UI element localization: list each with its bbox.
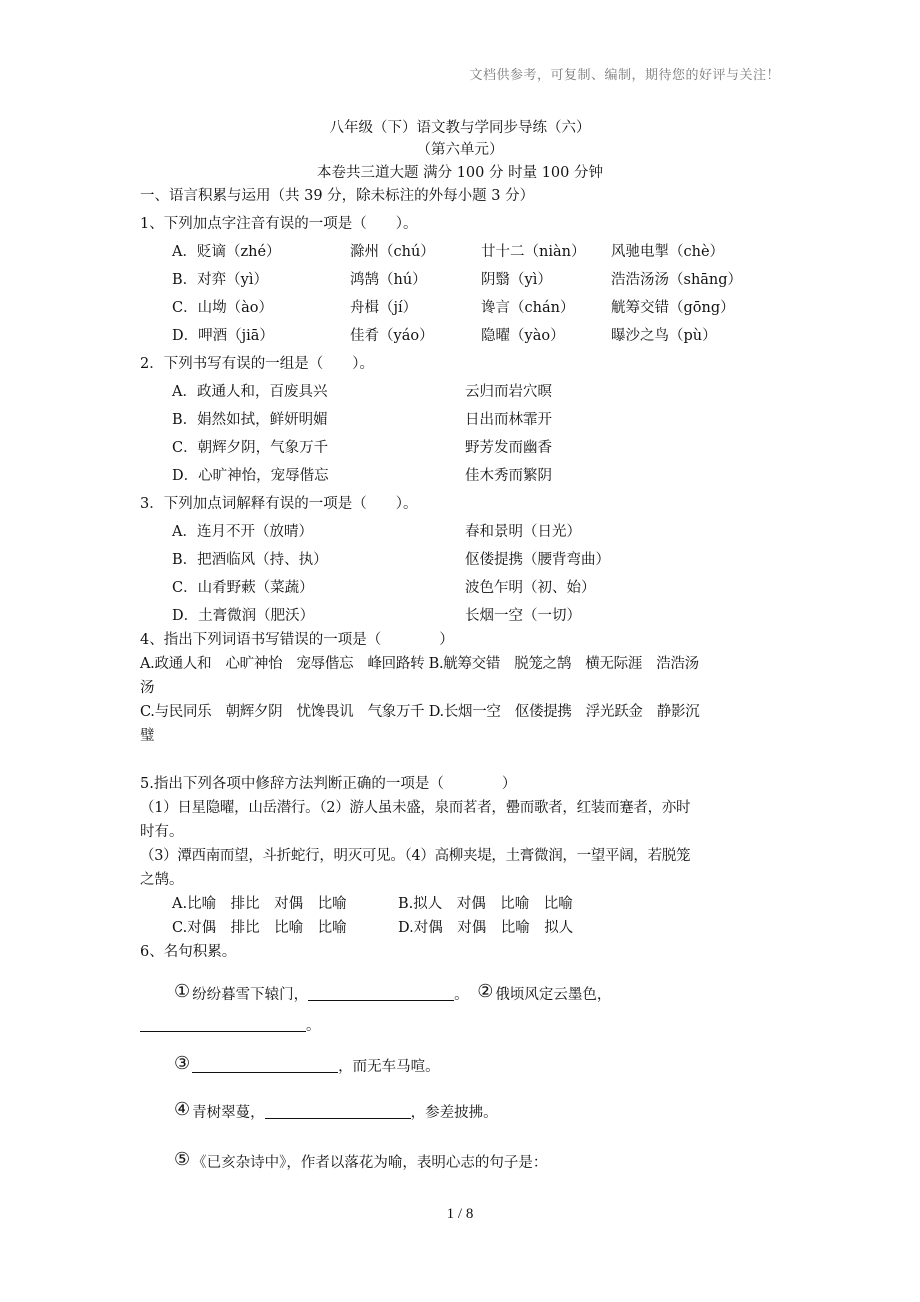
q5-line: （3）潭西南而望，斗折蛇行，明灭可见。（4）高柳夹堤，土膏微润，一望平阔，若脱笼: [140, 848, 691, 864]
q1-option: 浩浩汤汤（shāng）: [611, 272, 743, 288]
q6-item-4: [174, 1100, 498, 1123]
q3-option: B．把酒临风（持、执）: [172, 552, 328, 568]
answer-blank[interactable]: [140, 1017, 306, 1032]
q5-stem: 5.指出下列各项中修辞方法判断正确的一项是（ ）: [140, 776, 517, 792]
q6-item-4-end: ，参差披拂。: [410, 1105, 498, 1121]
circled-number-1: ①: [174, 981, 191, 1002]
q5-line: 之鹄。: [140, 872, 184, 888]
doc-title: 八年级（下）语文教与学同步导练（六）: [329, 120, 591, 136]
q6-item-2-text: 俄顷风定云墨色，: [495, 987, 612, 1003]
q6-item-1-end: 。: [454, 987, 469, 1003]
q3-option: 春和景明（日光）: [465, 524, 581, 540]
circled-number-2: ②: [477, 981, 494, 1002]
q2-option: 佳木秀而繁阴: [465, 468, 552, 484]
q3-option: 长烟一空（一切）: [465, 608, 581, 624]
q6-item-2-end: 。: [306, 1018, 321, 1034]
q1-option: 曝沙之鸟（pù）: [611, 328, 717, 344]
q5-line: 时有。: [140, 824, 184, 840]
q4-line: 汤: [140, 680, 155, 696]
q1-option: 隐曜（yào）: [481, 328, 565, 344]
q6-item-5: [174, 1150, 547, 1173]
page-number: 1 / 8: [446, 1206, 474, 1222]
q1-option: D．呷酒（jiā）: [172, 328, 274, 344]
answer-blank[interactable]: [265, 1104, 411, 1119]
circled-number-4: ④: [174, 1099, 191, 1120]
exam-info: 本卷共三道大题 满分 100 分 时量 100 分钟: [316, 165, 603, 181]
q3-option: 波色乍明（初、始）: [465, 580, 596, 596]
q1-option: 舟楫（jí）: [350, 300, 418, 316]
q2-stem: 2．下列书写有误的一组是（ ）。: [140, 356, 374, 372]
q1-option: B．对弈（yì）: [172, 272, 268, 288]
q1-option: 滁州（chú）: [350, 244, 435, 260]
q5-option: D.对偶 对偶 比喻 拟人: [398, 920, 574, 936]
doc-subtitle: （第六单元）: [416, 142, 504, 158]
q1-option: 鸿鹄（hú）: [350, 272, 427, 288]
q4-line: 璧: [140, 728, 155, 744]
section-heading: 一、语言积累与运用（共 39 分，除未标注的外每小题 3 分）: [140, 188, 535, 204]
q5-option: B.拟人 对偶 比喻 比喻: [398, 896, 573, 912]
q4-line: A.政通人和 心旷神怡 宠辱偕忘 峰回路转 B.觥筹交错 脱笼之鹄 横无际涯 浩浩汤: [140, 656, 699, 672]
q1-option: 谗言（chán）: [481, 300, 575, 316]
q2-option: A．政通人和，百废具兴: [172, 384, 328, 400]
q2-option: 日出而林霏开: [465, 412, 552, 428]
q1-option: C．山坳（ào）: [172, 300, 273, 316]
q1-stem: 1、下列加点字注音有误的一项是（ ）。: [140, 216, 418, 232]
q4-line: C.与民同乐 朝辉夕阴 忧馋畏讥 气象万千 D.长烟一空 伛偻提携 浮光跃金 静影沉: [140, 704, 700, 720]
q6-item-1: [174, 982, 611, 1005]
q4-stem: 4、指出下列词语书写错误的一项是（ ）: [140, 632, 454, 648]
circled-number-3: ③: [174, 1053, 191, 1074]
q5-option: C.对偶 排比 比喻 比喻: [172, 920, 347, 936]
q1-option: 廿十二（niàn）: [481, 244, 586, 260]
answer-blank[interactable]: [192, 1058, 338, 1073]
q2-option: B．娟然如拭，鲜妍明媚: [172, 412, 328, 428]
circled-number-5: ⑤: [174, 1149, 191, 1170]
q3-option: A．连月不开（放晴）: [172, 524, 313, 540]
q6-item-2-continued: [140, 1016, 321, 1036]
q1-option: 觥筹交错（gōng）: [611, 300, 735, 316]
q3-option: 伛偻提携（腰背弯曲）: [465, 552, 610, 568]
q3-option: D．土膏微润（肥沃）: [172, 608, 315, 624]
q6-item-3-end: ，而无车马喧。: [338, 1059, 440, 1075]
q1-option: 佳肴（yáo）: [350, 328, 434, 344]
q6-item-1-text: 纷纷暮雪下辕门，: [192, 987, 309, 1003]
q6-stem: 6、名句积累。: [140, 944, 237, 960]
q5-option: A.比喻 排比 对偶 比喻: [172, 896, 347, 912]
q6-item-4-text: 青树翠蔓，: [192, 1105, 265, 1121]
q2-option: C．朝辉夕阴，气象万千: [172, 440, 329, 456]
answer-blank[interactable]: [308, 986, 454, 1001]
header-note: 文档供参考，可复制、编制，期待您的好评与关注！: [469, 68, 780, 83]
q2-option: 云归而岩穴暝: [465, 384, 552, 400]
q6-item-5-text: 《已亥杂诗中》，作者以落花为喻，表明心志的句子是：: [192, 1155, 548, 1171]
q2-option: 野芳发而幽香: [465, 440, 552, 456]
q3-stem: 3．下列加点词解释有误的一项是（ ）。: [140, 496, 418, 512]
q1-option: 阴翳（yì）: [481, 272, 552, 288]
q2-option: D．心旷神怡，宠辱偕忘: [172, 468, 329, 484]
q1-option: 风驰电掣（chè）: [611, 244, 725, 260]
q3-option: C．山肴野蔌（菜蔬）: [172, 580, 314, 596]
q1-option: A．贬谪（zhé）: [172, 244, 281, 260]
q6-item-3: [174, 1054, 440, 1077]
q5-line: （1）日星隐曜，山岳潜行。（2）游人虽未盛，泉而茗者，罍而歌者，红装而蹇者，亦时: [140, 800, 691, 816]
